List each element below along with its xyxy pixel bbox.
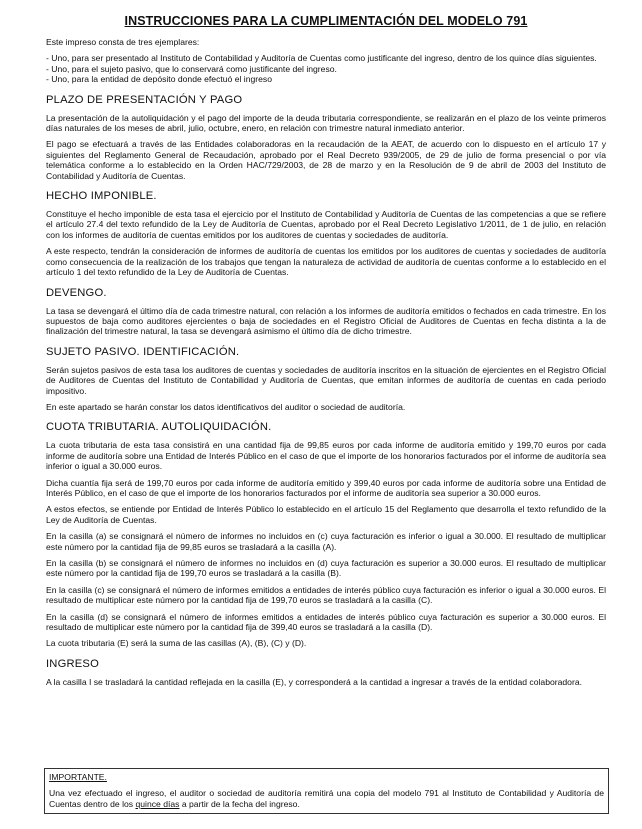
section-heading: DEVENGO. [46,286,107,299]
important-text-end: a partir de la fecha del ingreso. [179,798,300,809]
section-heading: PLAZO DE PRESENTACIÓN Y PAGO [46,93,243,106]
copies-list [46,53,606,84]
paragraph: A este respecto, tendrán la consideración de informes de auditoría de cuentas los emitidos por los auditores de cuentas y sociedades de auditoría como consecuencia de la realización de los trabajos que tengan la naturaleza de actividad de auditoría de cuentas conforme a lo establecido en el artículo 1 del texto refundido de la Ley de Auditoría de Cuentas. [46,246,606,278]
paragraph: A estos efectos, se entiende por Entidad de Interés Público lo establecido en el artículo 15 del Reglamento que desarrolla el texto refundido de la Ley de Auditoría de Cuentas. [46,504,606,525]
section-hecho-imponible [46,190,606,277]
paragraph: En la casilla (b) se consignará el número de informes no incluidos en (d) cuya facturación es superior a 30.000 euros. El resultado de multiplicar este número por la cantidad fija de 199,70 euros se trasladará a la casilla (B). [46,558,606,579]
paragraph: La cuota tributaria de esta tasa consistirá en una cantidad fija de 99,85 euros por cada informe de auditoría emitido y 199,70 euros por cada informe de auditoría sobre una Entidad de Interés Público en el caso de que el importe de los honorarios facturados por el informe de auditoría sea inferior o igual a 30.000 euros. [46,440,606,472]
paragraph: La cuota tributaria (E) será la suma de las casillas (A), (B), (C) y (D). [46,638,307,649]
section-devengo [46,287,606,337]
page-title: INSTRUCCIONES PARA LA CUMPLIMENTACIÓN DEL MODELO 791 [124,14,528,28]
important-title: IMPORTANTE. [49,772,107,782]
paragraph: En la casilla (c) se consignará el número de informes emitidos a entidades de interés público cuya facturación es inferior o igual a 30.000 euros. El resultado de multiplicar este número por la cantidad fija de 199,70 euros se trasladará a la casilla (C). [46,584,606,606]
paragraph: A la casilla I se trasladará la cantidad reflejada en la casilla (E), y corresponderá a la cantidad a ingresar a través de la entidad colaboradora. [46,676,582,687]
important-notice-box [44,768,609,814]
paragraph: La tasa se devengará el último día de cada trimestre natural, con relación a los informes de auditoría emitidos o fechados en cada trimestre. En los supuestos de baja como auditores ejercientes o baja de sociedades en el Registro Oficial de Auditores de Cuentas en fecha distinta a la de finalización del trimestre natural, la tasa se devengará asimismo el último día de dicho trimestre. [46,305,606,337]
section-heading: CUOTA TRIBUTARIA. AUTOLIQUIDACIÓN. [46,421,272,434]
important-text-underlined: quince días [135,798,180,809]
paragraph: El pago se efectuará a través de las Entidades colaboradoras en la recaudación de la AEAT, de acuerdo con lo dispuesto en el artículo 17 y siguientes del Reglamento General de Recaudación, aprobado por el Real Decreto 939/2005, de 29 de julio de forma presencial o por vía telemática conforme a lo establecido en la Orden HAC/729/2003, de 28 de marzo y en la Resolución de 9 de abril de 2003 del Instituto de Contabilidad y Auditoría de Cuentas. [46,139,606,181]
paragraph: En la casilla (d) se consignará el número de informes emitidos a entidades de interés público cuya facturación es superior a 30.000 euros. El resultado de multiplicar este número por la cantidad fija de 399,40 euros se trasladará a la casilla (D). [46,611,606,633]
paragraph: Serán sujetos pasivos de esta tasa los auditores de cuentas y sociedades de auditoría inscritos en la situación de ejercientes en el Registro Oficial de Auditores de Cuentas del Instituto de Contabilidad y Auditoría de Cuentas, que emitan informes de auditoría de cuentas en cada periodo impositivo. [46,364,606,396]
section-cuota-tributaria [46,421,606,649]
section-ingreso [46,658,606,687]
list-item: - Uno, para ser presentado al Instituto de Contabilidad y Auditoría de Cuentas como justificante del ingreso, dentro de los quince días siguientes. [46,53,597,64]
section-heading: HECHO IMPONIBLE. [46,190,157,203]
paragraph: Dicha cuantía fija será de 199,70 euros por cada informe de auditoría emitido y 399,40 euros por cada informe de auditoría sobre una Entidad de Interés Público, en el caso de que el importe de los honorarios facturados por el informe de auditoría sea superior a 30.000 euros. [46,477,606,498]
list-item: - Uno, para la entidad de depósito donde efectuó el ingreso [46,74,272,85]
paragraph: Constituye el hecho imponible de esta tasa el ejercicio por el Instituto de Contabilidad y Auditoría de Cuentas de las competencias a que se refiere el artículo 27.4 del texto refundido de la Ley de Auditoría de Cuentas, aprobado por el Real Decreto Legislativo 1/2011, de 1 de julio, en relación con los informes de auditoría de cuentas emitidos por los auditores de cuentas y sociedades de auditoría. [46,209,606,240]
list-item: - Uno, para el sujeto pasivo, que lo conservará como justificante del ingreso. [46,63,337,74]
section-heading: SUJETO PASIVO. IDENTIFICACIÓN. [46,345,240,358]
section-plazo [46,94,606,181]
paragraph: En este apartado se harán constar los datos identificativos del auditor o sociedad de auditoría. [46,401,406,412]
important-text [49,788,604,809]
section-sujeto-pasivo [46,346,606,413]
paragraph: La presentación de la autoliquidación y el pago del importe de la deuda tributaria correspondiente, se realizarán en el plazo de los veinte primeros días naturales de los meses de abril, julio, octubre, enero, en relación con trimestre natural inmediato anterior. [46,112,606,134]
important-text-start: Una vez efectuado el ingreso, el auditor o sociedad de auditoría remitirá una copia del modelo 791 al Instituto de Contabilidad y Auditoría de Cuentas dentro de los [49,788,604,809]
section-heading: INGRESO [46,657,99,670]
intro-text: Este impreso consta de tres ejemplares: [46,37,200,47]
paragraph: En la casilla (a) se consignará el número de informes no incluidos en (c) cuya facturación es inferior o igual a 30.000. El resultado de multiplicar este número por la cantidad fija de 99,85 euros se trasladará a la casilla (A). [46,531,606,552]
